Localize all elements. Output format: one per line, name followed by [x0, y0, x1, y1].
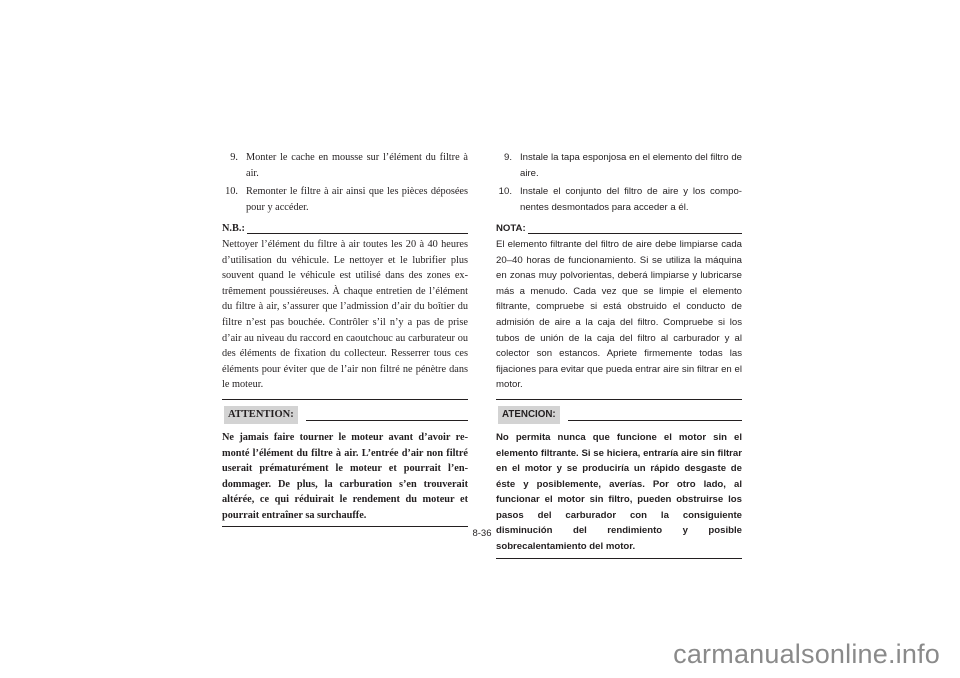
divider: [222, 399, 468, 400]
note-text-es: El elemento filtrante del filtro de aire debe limpiarse cada 20–40 horas de funcionamiento. Si se utiliza la máquina en zonas muy polvorientas, deberá limpiarse y lubricarse más a menudo. Cada vez que se limpie el elemento filtrante, compruebe si está obstruido el conducto de admisión de aire a la caja del filtro. Compruebe si los tubos de unión de la caja del filtro al carburador y al colector son estancos. Apriete firmemente todas las fijaciones para evitar que pueda entrar aire sin filtrar en el motor.: [496, 238, 742, 391]
step-text: Instale la tapa esponjosa en el elemento del filtro de aire.: [520, 152, 742, 179]
step-number: 9.: [230, 152, 238, 163]
divider: [496, 399, 742, 400]
step-text: Monter le cache en mousse sur l’élément du filtre à air.: [246, 152, 468, 179]
warning-label: ATTENTION:: [224, 406, 298, 424]
spanish-column: [496, 150, 742, 559]
warning-text-es: No permita nunca que funcione el motor sin el elemento filtrante. Si se hiciera, entraría aire sin filtrar en el motor y se produciría un rápido desgaste de éste y posiblemente, averías. Por otro lado, al funcionar el motor sin filtro, pueden obstruirse los pasos del carburador con la consiguiente disminución del rendimiento y posible sobrecalentamiento del motor.: [496, 431, 742, 553]
step-number: 10.: [225, 186, 238, 198]
step-text: Remonter le filtre à air ainsi que les pièces déposées pour y accéder.: [246, 186, 468, 213]
divider: [222, 526, 468, 527]
divider: [496, 558, 742, 559]
note-label: NOTA:: [496, 223, 526, 235]
note-rule: [247, 233, 468, 234]
step-number: 10.: [498, 186, 512, 198]
warning-text-fr: Ne jamais faire tourner le moteur avant d’avoir remonté l’élément du filtre à air. L’entrée d’air non filtré userait prématurément le moteur et pourrait l’endommager. De plus, la carburation s’en trouverait altérée, ce qui réduirait le rendement du moteur et pourrait entraîner sa surchauffe.: [222, 431, 468, 521]
step-10-es: [496, 184, 742, 215]
note-heading-fr: [222, 221, 468, 237]
note-rule: [528, 233, 742, 234]
step-9-es: [496, 150, 742, 181]
step-9-fr: [222, 150, 468, 181]
warning-heading-es: [496, 406, 742, 424]
page-number: 8-36: [472, 528, 492, 539]
step-text: Instale el conjunto del filtro de aire y los componentes desmontados para acceder a él.: [520, 186, 742, 213]
warning-rule: [306, 420, 468, 421]
warning-label: ATENCION:: [498, 406, 560, 424]
watermark: carmanualsonline.info: [673, 639, 940, 669]
note-text-fr: Nettoyer l’élément du filtre à air toutes les 20 à 40 heures d’utilisation du véhicule. Le nettoyer et le lubrifier plus souvent quand le véhicule est utilisé dans des zones extrêmement poussiéreuses. À chaque entretien de l’élément du filtre à air, s’assurer que l’admission d’air du boîtier du filtre n’est pas bouchée. Contrôler s’il n’y a pas de prise d’air au niveau du raccord en caoutchouc au carburateur ou des éléments de fixation du collecteur. Resserrer tous ces éléments pour éviter que de l’air non filtré ne pénètre dans le moteur.: [222, 238, 468, 391]
note-label: N.B.:: [222, 223, 245, 235]
step-10-fr: [222, 184, 468, 215]
warning-heading-fr: [222, 406, 468, 424]
french-column: [222, 150, 468, 527]
step-number: 9.: [503, 152, 512, 163]
warning-rule: [568, 420, 742, 421]
note-heading-es: [496, 221, 742, 237]
